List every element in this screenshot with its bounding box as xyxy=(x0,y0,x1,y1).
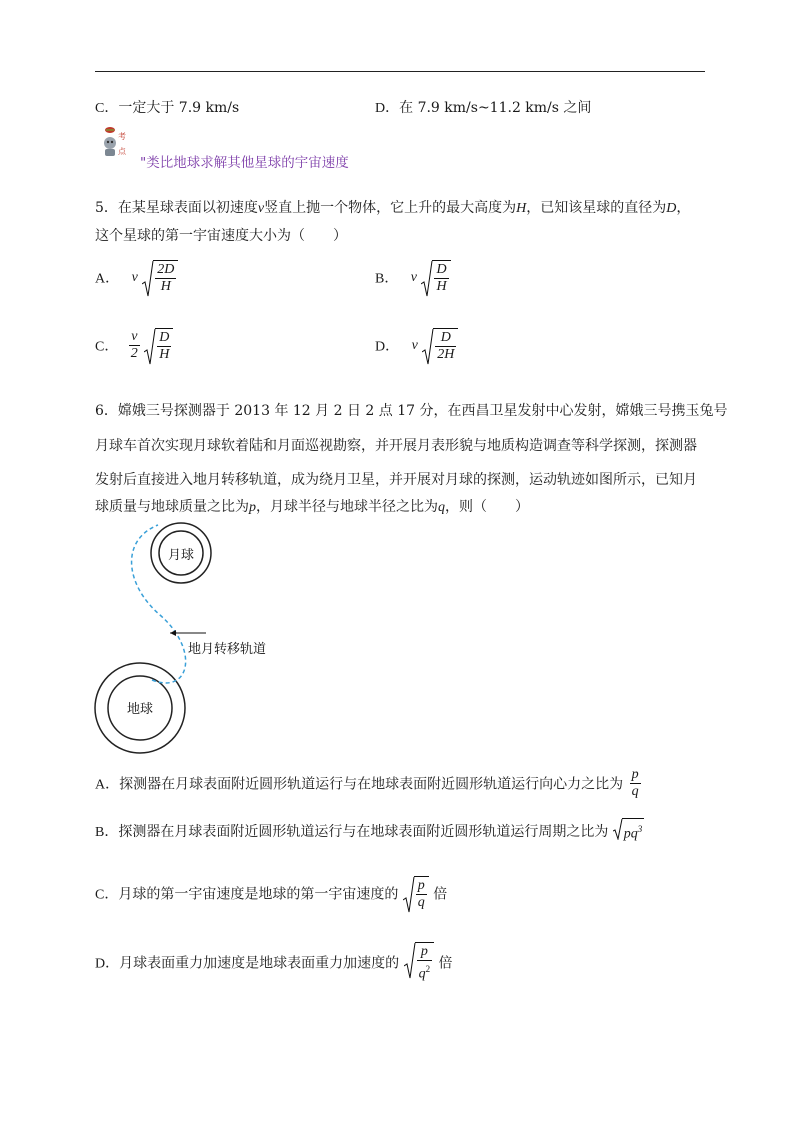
q6-option-c[interactable]: C．月球的第一宇宙速度是地球的第一宇宙速度的 $\frac{p}{q}$ 倍 xyxy=(95,878,448,910)
q5-option-b[interactable]: B． v $\frac{D}{H}$ xyxy=(375,260,451,295)
kaodian-icon xyxy=(100,124,140,164)
q6-stem-line3: 发射后直接进入地月转移轨道，成为绕月卫星，并开展对月球的探测，运动轨迹如图所示，已知月 xyxy=(95,472,697,488)
q5-option-d[interactable]: D． v $\frac{D}{2H}$ xyxy=(375,328,458,363)
q6-stem-line1: 6．嫦娥三号探测器于 2013 年 12 月 2 日 2 点 17 分，在西昌卫星发射中心发射，嫦娥三号携玉兔号 xyxy=(95,403,728,419)
q6-stem-line4: 球质量与地球质量之比为p，月球半径与地球半径之比为q，则（ ） xyxy=(95,499,529,515)
q5-stem-line1: 5．在某星球表面以初速度v竖直上抛一个物体，它上升的最大高度为H，已知该星球的直径为D， xyxy=(95,200,691,216)
q6-option-a[interactable]: A．探测器在月球表面附近圆形轨道运行与在地球表面附近圆形轨道运行向心力之比为 $\frac{p}{q}$ xyxy=(95,767,639,799)
q5-stem-line2: 这个星球的第一宇宙速度大小为（ ） xyxy=(95,228,347,244)
orbit-label: 地月转移轨道 xyxy=(188,642,267,657)
kaodian-text: "类比地球求解其他星球的宇宙速度 xyxy=(140,155,349,171)
earth-label: 地球 xyxy=(126,702,154,717)
header-rule xyxy=(95,71,705,72)
prev-option-c: C．一定大于 7.9 km/s xyxy=(95,100,240,116)
q6-option-d[interactable]: D．月球表面重力加速度是地球表面重力加速度的 $\frac{p}{q^2}$ 倍 xyxy=(95,944,453,982)
svg-text:考: 考 xyxy=(118,132,126,141)
q5-option-c[interactable]: C． $\frac{v}{2}$ $\frac{D}{H}$ xyxy=(95,328,173,363)
q5-option-a[interactable]: A． v $\frac{2D}{H}$ xyxy=(95,260,178,295)
svg-text:点: 点 xyxy=(118,147,126,156)
q6-option-b[interactable]: B．探测器在月球表面附近圆形轨道运行与在地球表面附近圆形轨道运行周期之比为 $pq^3$ xyxy=(95,818,644,844)
q6-stem-line2: 月球车首次实现月球软着陆和月面巡视勘察，并开展月表形貌与地质构造调查等科学探测，探测器 xyxy=(95,438,697,454)
orbit-arrow-head xyxy=(170,630,176,636)
prev-option-d: D．在 7.9 km/s~11.2 km/s 之间 xyxy=(375,100,592,116)
orbit-figure xyxy=(90,520,310,770)
moon-label: 月球 xyxy=(167,548,195,563)
